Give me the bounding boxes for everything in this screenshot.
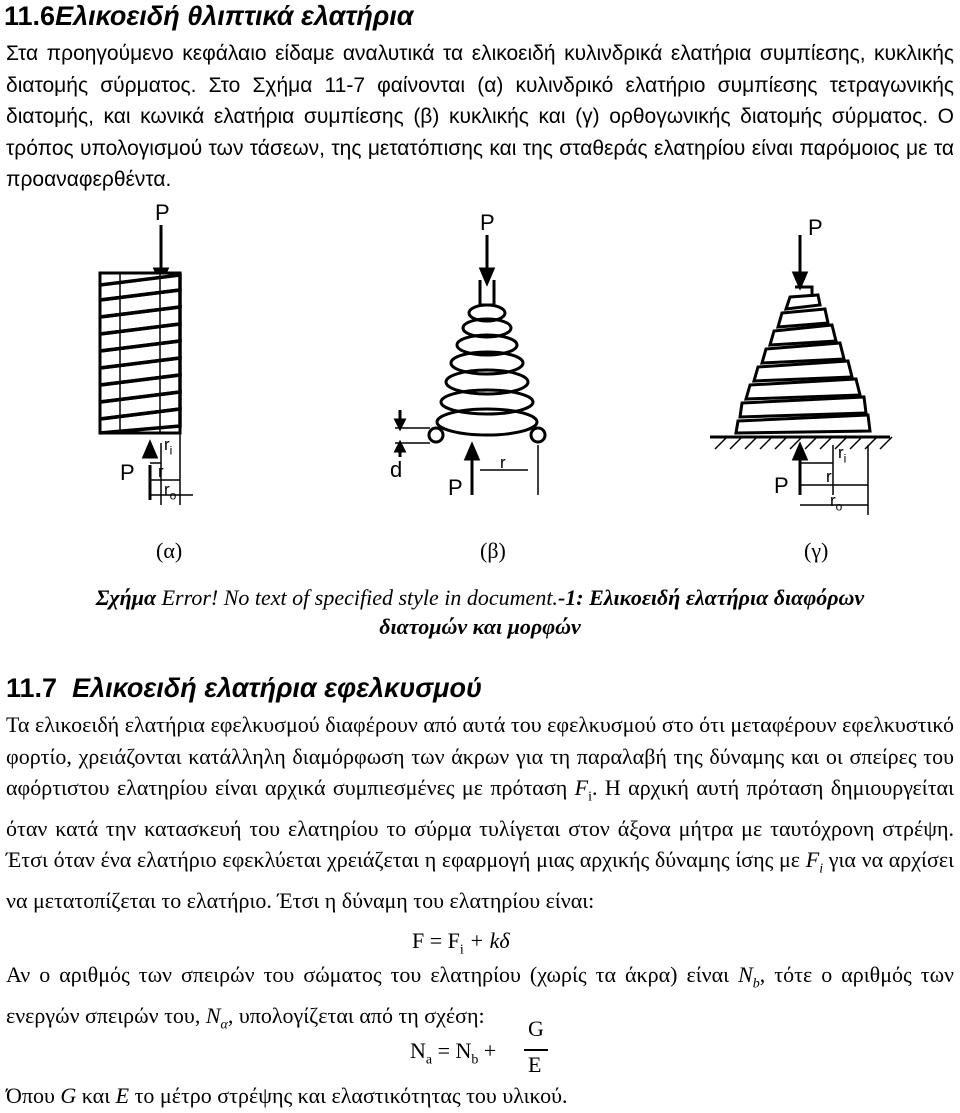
label-ro-a <box>164 480 176 502</box>
label-r: r <box>830 491 836 510</box>
label-r-a: r <box>158 462 164 481</box>
var-E: E <box>115 1083 130 1108</box>
coils-paragraph <box>6 959 954 1033</box>
eq2-equals: = <box>432 1038 456 1063</box>
section-number: 11.7 <box>6 673 58 703</box>
panel-label-b: (β) <box>480 538 506 563</box>
p2-text-1: Αν ο αριθμός των σπειρών του σώματος του ελατηρίου (χωρίς τα άκρα) είναι <box>6 962 739 987</box>
eq1-lhs: F = F <box>412 928 460 953</box>
section-number: 11.6 <box>4 1 56 31</box>
label-P-top-b: P <box>480 210 495 235</box>
eq2-numerator: G <box>528 1016 544 1041</box>
eq1-rhs: + kδ <box>463 928 510 953</box>
p2-text-3: , υπολογίζεται από τη σχέση: <box>227 1002 485 1028</box>
eq2-rhs-N: N <box>455 1038 472 1063</box>
equation-force <box>412 928 510 958</box>
label-sub-o: o <box>835 499 843 514</box>
var-Na-sub: α <box>220 1017 228 1033</box>
label-sub-o: o <box>169 488 177 503</box>
intro-paragraph: Στα προηγούμενο κεφάλαιο είδαμε αναλυτικά τα ελικοειδή κυλινδρικά ελατήρια συμπίεσης, κυκλικής διατομής σύρματος. Στο Σχήμα 11-7 φαίνονται (α) κυλινδρικό ελατήριο συμπίεσης τετραγωνικής διατομής, και κωνικά ελατήρια συμπίεσης (β) κυκλικής και (γ) ορθογωνικής διατομής σύρματος. Ο τρόπος υπολογισμού των τάσεων, της μετατόπισης και της σταθεράς ελατηρίου είναι παρόμοιος με τα προαναφερθέντα. <box>6 42 954 191</box>
section-title: Ελικοειδή ελατήρια εφελκυσμού <box>72 673 482 703</box>
eq2-lhs <box>410 1038 496 1068</box>
eq2-denominator: E <box>528 1052 542 1077</box>
figure-caption <box>0 583 960 613</box>
label-ri-a <box>164 435 172 457</box>
var-F: F <box>574 775 589 800</box>
p2-text-2: , τότε ο αριθμός των ενεργών σπειρών του, <box>6 962 954 1028</box>
equation-active-coils <box>410 1016 570 1080</box>
spring-drawings <box>0 195 960 570</box>
label-d-b: d <box>390 457 403 482</box>
label-r-b: r <box>500 453 506 472</box>
var-Nb-sub: b <box>752 976 760 992</box>
label-r: r <box>164 435 170 454</box>
figure-caption-line2 <box>0 612 960 642</box>
var-F-sub: i <box>588 789 592 805</box>
p3-text-1: Όπου <box>6 1083 61 1108</box>
label-P-top-c: P <box>808 215 823 240</box>
label-r: r <box>838 443 844 462</box>
var-Nb: N <box>738 962 753 987</box>
tension-paragraph <box>6 709 954 929</box>
label-P-bottom-c: P <box>774 473 789 498</box>
moduli-sentence <box>6 1080 568 1112</box>
label-sub-i: i <box>843 451 847 466</box>
label-P-bottom-b: P <box>448 475 463 500</box>
panel-label-c: (γ) <box>804 538 829 563</box>
label-r: r <box>164 480 170 499</box>
section-title: Ελικοειδή θλιπτικά ελατήρια <box>55 1 414 31</box>
var-F2-sub: i <box>819 861 824 877</box>
spring-b <box>395 235 545 495</box>
caption-prefix: Σχήμα <box>95 585 157 610</box>
var-F2: F <box>805 847 820 873</box>
label-P-bottom-a: P <box>120 460 135 485</box>
spring-c <box>710 235 892 515</box>
eq1-sub: i <box>459 942 464 958</box>
p1-text-1: Τα ελικοειδή ελατήρια εφελκυσμού διαφέρουν από αυτά του εφελκυσμού στο ότι μεταφέρουν εφελκυστικό φορτίο, χρειάζονται κατάλληλη διαμόρφωση των άκρων για τη παραλαβή της δύναμης και οι σπείρες του αφόρτιστου ελατηρίου είναι αρχικά συμπιεσμένες με πρόταση <box>6 712 954 800</box>
eq2-plus: + <box>478 1038 497 1063</box>
eq2-rhs-sub: b <box>471 1052 479 1068</box>
caption-suffix: -1: Ελικοειδή ελατήρια διαφόρων <box>557 585 865 610</box>
figure-springs <box>0 195 960 570</box>
caption-line2: διατομών και μορφών <box>379 614 581 639</box>
p1-text-3: για να αρχίσει να μετατοπίζεται το ελατήριο. Έτσι η δύναμη του ελατηρίου είναι: <box>6 847 954 914</box>
var-G: G <box>60 1083 77 1108</box>
section-heading-11-7 <box>6 672 482 704</box>
label-P-top-a: P <box>155 200 170 225</box>
eq2-lhs-sub: a <box>425 1052 433 1068</box>
panel-label-a: (α) <box>156 538 183 563</box>
caption-error: Error! No text of specified style in document. <box>156 585 558 610</box>
label-ro-c <box>830 491 842 513</box>
p3-text-2: και <box>76 1083 116 1108</box>
eq2-fraction-bar <box>524 1049 548 1051</box>
spring-a <box>100 225 193 505</box>
label-ri-c <box>838 443 846 465</box>
label-r-c: r <box>826 467 832 486</box>
section-heading-11-6 <box>4 0 413 32</box>
p3-text-3: το μέτρο στρέψης και ελαστικότητας του υλικού. <box>129 1083 568 1108</box>
p1-text-2: . Η αρχική αυτή πρόταση δημιουργείται όταν κατά την κατασκευή του ελατηρίου το σύρμα τυλίγεται στον άξονα μήτρα με ταυτόχρονη στρέψη. Έτσι όταν ένα ελατήριο εφεκλύεται χρειάζεται η εφαρμογή μιας αρχικής δύναμης ίσης με <box>6 775 954 873</box>
eq2-lhs-N: N <box>410 1038 426 1063</box>
var-Na: N <box>205 1002 221 1028</box>
label-sub-i: i <box>169 443 173 458</box>
